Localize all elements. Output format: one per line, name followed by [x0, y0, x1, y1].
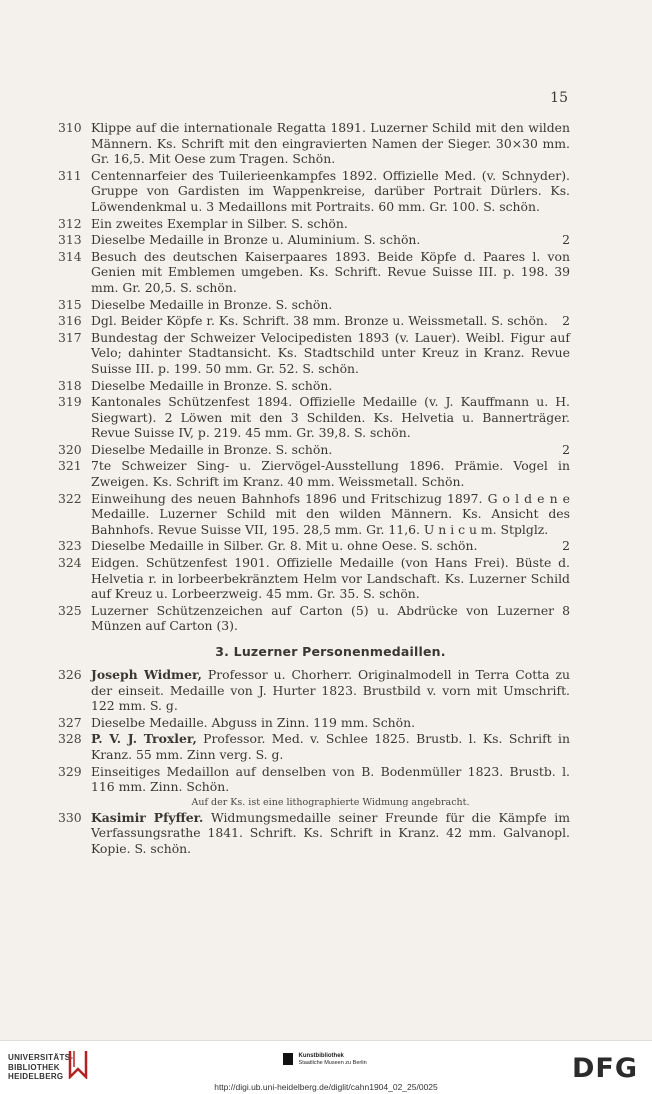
person-name: Kasimir Pfyffer. — [91, 809, 204, 825]
person-name: Joseph Widmer, — [91, 667, 202, 682]
entry-text: Dieselbe Medaille in Bronze. S. schön. — [91, 441, 333, 457]
catalog-entry — [58, 168, 570, 215]
entry-text: Professor u. Chorherr. Originalmodell in Terra Cotta zu der einseit. Medaille von J. Hurter 1823. Brustbild v. vorn mit Umschrift. 122 mm. S. g. — [91, 667, 570, 714]
entry-number: 311 — [58, 167, 82, 183]
entry-number: 324 — [58, 555, 82, 571]
entry-text: Luzerner Schützenzeichen auf Carton (5) u. Abdrücke von Luzerner Münzen auf Carton (3). — [91, 602, 555, 634]
entry-description — [91, 249, 570, 296]
entry-text: Dieselbe Medaille. Abguss in Zinn. 119 mm. Schön. — [91, 714, 416, 730]
entry-text: Besuch des deutschen Kaiserpaares 1893. Beide Köpfe d. Paares l. von Genien mit Emblemen umgeben. Ks. Schrift. Revue Suisse III. p. 198. 39 mm. Gr. 20,5. S. schön. — [91, 248, 570, 295]
entry-number: 321 — [58, 458, 82, 474]
catalog-entry — [58, 297, 570, 313]
entry-text: Eidgen. Schützenfest 1901. Offizielle Medaille (von Hans Frei). Büste d. Helvetia r. in lorbeerbekränztem Helm vor Landschaft. Ks. Luzerner Schild auf Kreuz u. Lorbeerzweig. 45 mm. Gr. 35. S. schön. — [91, 555, 570, 602]
catalog-entry — [58, 764, 570, 795]
kunstbibliothek-mark-icon — [283, 1053, 293, 1065]
catalog-entry — [58, 330, 570, 377]
entry-description — [91, 378, 570, 394]
entry-group-a — [58, 120, 570, 634]
catalog-entry — [58, 313, 570, 329]
entry-description — [91, 216, 570, 232]
entry-quantity: 2 — [562, 313, 570, 329]
entry-quantity: 2 — [562, 441, 570, 457]
entry-number: 325 — [58, 602, 82, 618]
catalog-entry — [58, 378, 570, 394]
entry-group-b — [58, 667, 570, 795]
dfg-logo[interactable]: DFG — [571, 1053, 638, 1084]
person-name: P. V. J. Troxler, — [91, 731, 197, 747]
entry-text: Kantonales Schützenfest 1894. Offizielle Medaille (v. J. Kauffmann u. H. Siegwart). 2 Löwen mit den 3 Schilden. Ks. Helvetia u. Bannerträger. Revue Suisse IV, p. 219. 45 mm. Gr. 39,8. S. schön. — [91, 394, 570, 441]
entry-description — [91, 491, 570, 538]
entry-text: Klippe auf die internationale Regatta 1891. Luzerner Schild mit den wilden Männern. Ks. Schrift mit den eingravierten Namen der Sieger. 30×30 mm. Gr. 16,5. Mit Oese zum Tragen. Schön. — [91, 120, 570, 167]
entry-number: 322 — [58, 490, 82, 506]
entry-text: Dieselbe Medaille in Bronze u. Aluminium. S. schön. — [91, 232, 421, 248]
catalog-entry — [58, 232, 570, 248]
catalog-list — [58, 120, 570, 858]
entry-number: 318 — [58, 377, 82, 393]
entry-description — [91, 667, 570, 714]
catalog-entry — [58, 603, 570, 634]
entry-number: 319 — [58, 394, 82, 410]
entry-text: Widmungsmedaille seiner Freunde für die Kämpfe im Verfassungsrathe 1841. Schrift. Ks. Schrift in Kranz. 42 mm. Galvanopl. Kopie. S. schön. — [91, 809, 570, 856]
entry-description — [91, 603, 570, 634]
entry-number: 328 — [58, 731, 82, 747]
entry-text: Dieselbe Medaille in Bronze. S. schön. — [91, 377, 333, 393]
catalog-entry — [58, 715, 570, 731]
entry-text: Ein zweites Exemplar in Silber. S. schön. — [91, 215, 348, 231]
entry-group-c — [58, 810, 570, 857]
entry-number: 326 — [58, 667, 82, 682]
entry-number: 330 — [58, 809, 82, 825]
entry-description — [91, 394, 570, 441]
entry-description — [91, 120, 570, 167]
catalog-entry — [58, 491, 570, 538]
entry-text: Dgl. Beider Köpfe r. Ks. Schrift. 38 mm. Bronze u. Weissmetall. S. schön. — [91, 313, 548, 329]
entry-description — [91, 232, 570, 248]
entry-text: Centennarfeier des Tuilerieenkampfes 1892. Offizielle Med. (v. Schnyder). Gruppe von Gardisten im Wappenkreise, darüber Portrait Dürlers. Ks. Löwendenkmal u. 3 Medaillons mit Portraits. 60 mm. Gr. 100. S. schön. — [91, 167, 570, 214]
catalog-entry — [58, 249, 570, 296]
entry-description — [91, 555, 570, 602]
entry-number: 320 — [58, 441, 82, 457]
entry-description — [91, 442, 570, 458]
entry-note: Auf der Ks. ist eine lithographierte Widmung angebracht. — [191, 796, 470, 808]
entry-number: 323 — [58, 538, 82, 554]
source-url[interactable]: http://digi.ub.uni-heidelberg.de/diglit/cahn1904_02_25/0025 — [214, 1082, 438, 1092]
section-title: 3. Luzerner Personenmedaillen. — [215, 644, 446, 659]
entry-text: Professor. Med. v. Schlee 1825. Brustb. l. Ks. Schrift in Kranz. 55 mm. Zinn verg. S. g. — [91, 731, 570, 762]
university-emblem-icon — [66, 1049, 88, 1079]
entry-text: Dieselbe Medaille in Bronze. S. schön. — [91, 296, 333, 312]
kunstbibliothek-logo[interactable]: Kunstbibliothek Staatliche Museen zu Berlin — [283, 1053, 367, 1067]
catalog-entry — [58, 216, 570, 232]
entry-text: Bundestag der Schweizer Velocipedisten 1893 (v. Lauer). Weibl. Figur auf Velo; dahinter Stadtansicht. Ks. Stadtschild unter Kreuz in Kranz. Revue Suisse III. p. 199. 50 mm. Gr. 52. S. schön. — [91, 329, 570, 376]
entry-number: 329 — [58, 763, 82, 779]
entry-quantity: 2 — [562, 538, 570, 554]
entry-description — [91, 330, 570, 377]
catalog-entry — [58, 458, 570, 489]
entry-description — [91, 168, 570, 215]
entry-number: 310 — [58, 120, 82, 135]
entry-description — [91, 458, 570, 489]
catalog-entry — [58, 810, 570, 857]
entry-number: 312 — [58, 215, 82, 231]
entry-number: 314 — [58, 248, 82, 264]
entry-description — [91, 313, 570, 329]
page-number: 15 — [550, 90, 568, 106]
entry-number: 317 — [58, 329, 82, 345]
entry-quantity: 2 — [562, 232, 570, 248]
entry-description — [91, 764, 570, 795]
entry-number: 315 — [58, 296, 82, 312]
entry-number: 316 — [58, 313, 82, 329]
entry-text: Einseitiges Medaillon auf denselben von B. Bodenmüller 1823. Brustb. l. 116 mm. Zinn. Schön. — [91, 763, 570, 795]
entry-description — [91, 810, 570, 857]
university-library-logo[interactable]: UNIVERSITÄTS- BIBLIOTHEK HEIDELBERG — [8, 1053, 74, 1081]
entry-number: 327 — [58, 714, 82, 730]
entry-number: 313 — [58, 232, 82, 248]
catalog-entry — [58, 667, 570, 714]
entry-description — [91, 731, 570, 762]
catalog-entry — [58, 555, 570, 602]
entry-text: 7te Schweizer Sing- u. Ziervögel-Ausstellung 1896. Prämie. Vogel in Zweigen. Ks. Schrift im Kranz. 40 mm. Weissmetall. Schön. — [91, 458, 570, 490]
catalog-entry — [58, 394, 570, 441]
entry-description — [91, 297, 570, 313]
catalog-entry — [58, 120, 570, 167]
entry-quantity: 8 — [562, 602, 570, 618]
catalog-entry — [58, 731, 570, 762]
entry-text: Dieselbe Medaille in Silber. Gr. 8. Mit u. ohne Oese. S. schön. — [91, 538, 478, 554]
catalog-entry — [58, 442, 570, 458]
entry-description — [91, 538, 570, 554]
entry-description — [91, 715, 570, 731]
catalog-entry — [58, 538, 570, 554]
entry-text: Einweihung des neuen Bahnhofs 1896 und Fritschizug 1897. G o l d e n e Medaille. Luzerner Schild mit den wilden Männern. Ks. Ansicht des Bahnhofs. Revue Suisse VII, 195. 28,5 mm. Gr. 11,6. U n i c u m. Stplglz. — [91, 490, 570, 537]
